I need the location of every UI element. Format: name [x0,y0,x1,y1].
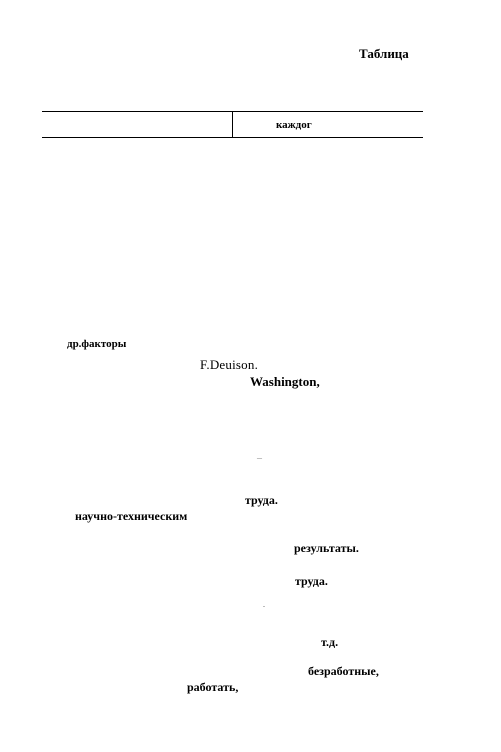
text-fragment-labor-2: труда. [295,574,328,588]
text-fragment-place: Washington, [250,374,320,389]
text-fragment-dash: – [257,453,262,464]
text-fragment-work: работать, [187,680,239,694]
scan-speck [263,606,265,607]
text-fragment-results: результаты. [294,541,359,555]
text-fragment-factors: др.факторы [67,338,127,350]
text-fragment-scientific: научно-техническим [75,509,188,523]
table-caption: Таблица [359,46,409,61]
table-column-divider [232,111,233,137]
table-bottom-rule [42,137,423,138]
text-fragment-author: F.Deuison. [200,357,259,372]
text-fragment-unemployed: безработные, [308,664,379,678]
text-fragment-labor-1: труда. [245,493,278,507]
text-fragment-etc: т.д. [321,635,339,649]
table-column-header: каждог [276,119,312,131]
